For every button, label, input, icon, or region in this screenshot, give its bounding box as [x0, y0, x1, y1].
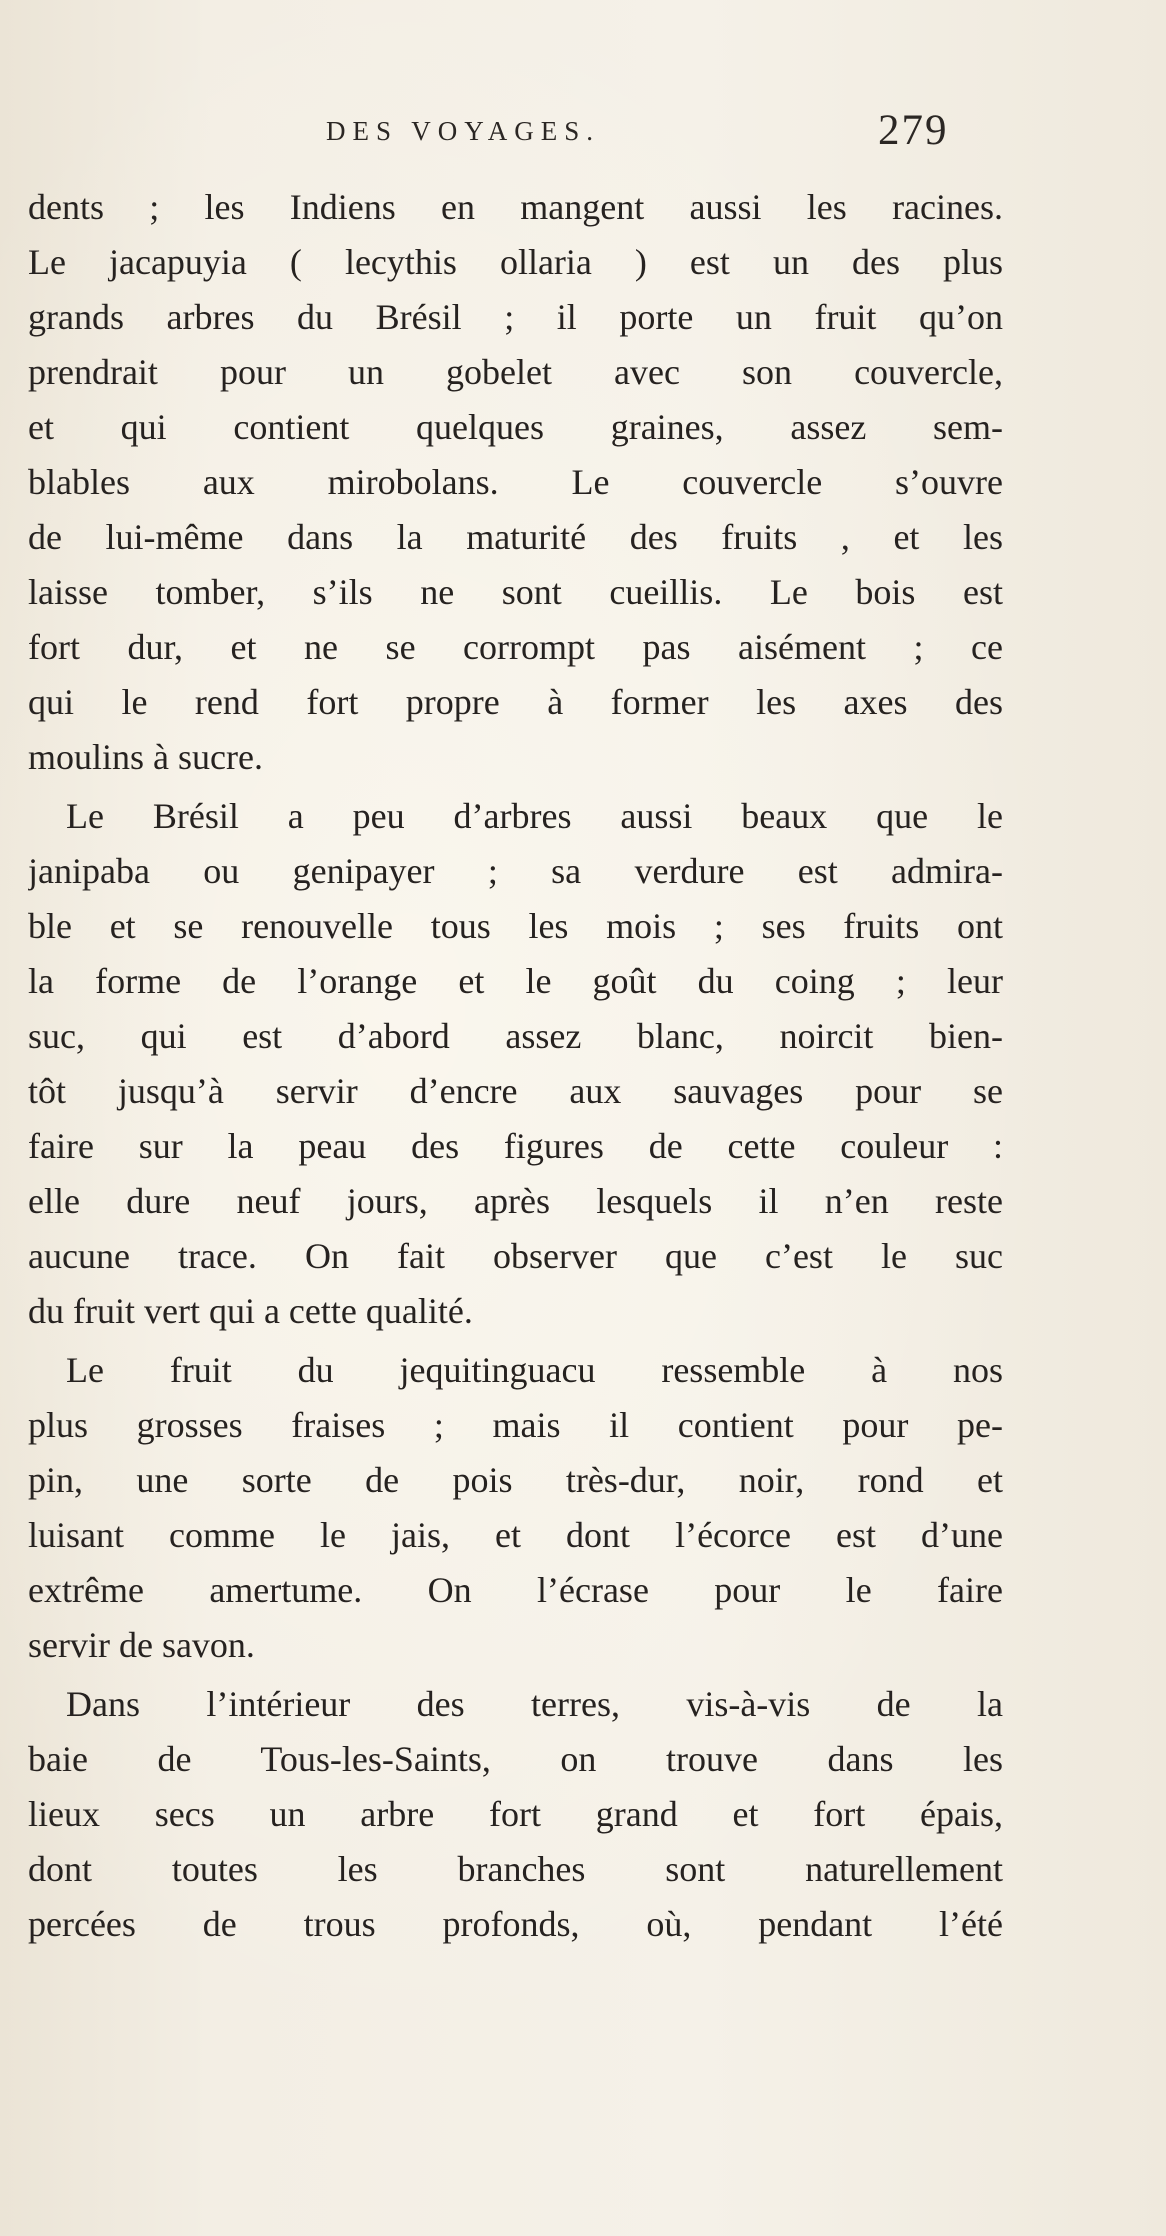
- text-line: grands arbres du Brésil ; il porte un fruit qu’on: [28, 297, 1003, 337]
- paragraph-2: [28, 789, 1003, 1339]
- text-line: janipaba ou genipayer ; sa verdure est admira-: [28, 851, 1003, 891]
- text-line: plus grosses fraises ; mais il contient pour pe-: [28, 1405, 1003, 1445]
- text-line: Le Brésil a peu d’arbres aussi beaux que le: [66, 796, 1003, 836]
- page-number: 279: [878, 107, 949, 154]
- text-line: prendrait pour un gobelet avec son couvercle,: [28, 352, 1003, 392]
- text-line: servir de savon.: [28, 1625, 255, 1665]
- text-line: tôt jusqu’à servir d’encre aux sauvages pour se: [28, 1071, 1003, 1111]
- text-line: la forme de l’orange et le goût du coing ; leur: [28, 961, 1003, 1001]
- text-line: elle dure neuf jours, après lesquels il n’en reste: [28, 1181, 1003, 1221]
- text-line: extrême amertume. On l’écrase pour le faire: [28, 1570, 1003, 1610]
- text-line: laisse tomber, s’ils ne sont cueillis. Le bois est: [28, 572, 1003, 612]
- page-header: [0, 108, 1166, 158]
- text-line: luisant comme le jais, et dont l’écorce est d’une: [28, 1515, 1003, 1555]
- text-line: dont toutes les branches sont naturellement: [28, 1849, 1003, 1889]
- text-line: Dans l’intérieur des terres, vis-à-vis de la: [66, 1684, 1003, 1724]
- text-line: Le jacapuyia ( lecythis ollaria ) est un des plus: [28, 242, 1003, 282]
- text-line: faire sur la peau des figures de cette couleur :: [28, 1126, 1003, 1166]
- text-line: Le fruit du jequitinguacu ressemble à nos: [66, 1350, 1003, 1390]
- text-line: du fruit vert qui a cette qualité.: [28, 1291, 473, 1331]
- text-line: et qui contient quelques graines, assez sem-: [28, 407, 1003, 447]
- text-line: qui le rend fort propre à former les axes des: [28, 682, 1003, 722]
- text-line: lieux secs un arbre fort grand et fort épais,: [28, 1794, 1003, 1834]
- text-line: de lui-même dans la maturité des fruits , et les: [28, 517, 1003, 557]
- text-line: percées de trous profonds, où, pendant l’été: [28, 1904, 1003, 1944]
- text-line: dents ; les Indiens en mangent aussi les racines.: [28, 187, 1003, 227]
- body-text: [28, 180, 1003, 1952]
- text-line: blables aux mirobolans. Le couvercle s’ouvre: [28, 462, 1003, 502]
- paragraph-1: [28, 180, 1003, 785]
- text-line: aucune trace. On fait observer que c’est le suc: [28, 1236, 1003, 1276]
- text-line: fort dur, et ne se corrompt pas aisément ; ce: [28, 627, 1003, 667]
- paragraph-3: [28, 1343, 1003, 1673]
- text-line: moulins à sucre.: [28, 737, 263, 777]
- text-line: ble et se renouvelle tous les mois ; ses fruits ont: [28, 906, 1003, 946]
- paragraph-4: [28, 1677, 1003, 1952]
- text-line: pin, une sorte de pois très-dur, noir, rond et: [28, 1460, 1003, 1500]
- text-line: baie de Tous-les-Saints, on trouve dans les: [28, 1739, 1003, 1779]
- running-head: DES VOYAGES.: [326, 116, 601, 146]
- text-line: suc, qui est d’abord assez blanc, noircit bien-: [28, 1016, 1003, 1056]
